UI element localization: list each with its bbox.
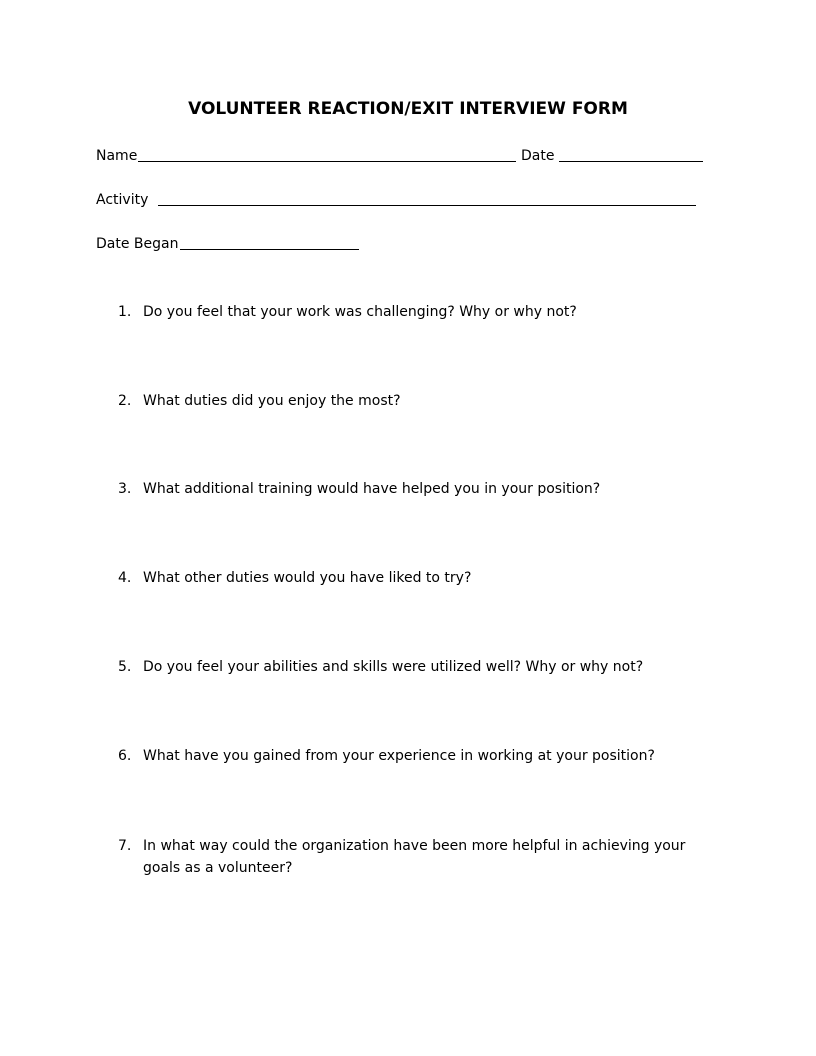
question-number: 5. — [118, 659, 132, 675]
activity-label: Activity — [96, 192, 149, 208]
question-text: What duties did you enjoy the most? — [143, 393, 401, 409]
activity-row — [96, 190, 716, 210]
name-date-row — [96, 146, 716, 166]
question-text: What other duties would you have liked to try? — [143, 570, 472, 586]
question-number: 3. — [118, 481, 132, 497]
question-number: 4. — [118, 570, 132, 586]
date-field[interactable] — [559, 161, 703, 162]
question-text: Do you feel your abilities and skills were utilized well? Why or why not? — [143, 659, 644, 675]
date-began-row — [96, 234, 396, 254]
question-text: Do you feel that your work was challenging? Why or why not? — [143, 304, 577, 320]
name-field[interactable] — [138, 161, 516, 162]
question-text: In what way could the organization have been more helpful in achieving your goals as a volunteer? — [143, 838, 686, 876]
question-number: 6. — [118, 748, 132, 764]
name-label: Name — [96, 148, 138, 164]
question-number: 7. — [118, 838, 132, 854]
date-label: Date — [521, 148, 555, 164]
question-text: What additional training would have helped you in your position? — [143, 481, 601, 497]
activity-field[interactable] — [158, 205, 696, 206]
date-began-field[interactable] — [180, 249, 359, 250]
date-began-label: Date Began — [96, 236, 179, 252]
question-number: 2. — [118, 393, 132, 409]
page-title: VOLUNTEER REACTION/EXIT INTERVIEW FORM — [188, 99, 628, 119]
question-text: What have you gained from your experience in working at your position? — [143, 748, 655, 764]
question-number: 1. — [118, 304, 132, 320]
